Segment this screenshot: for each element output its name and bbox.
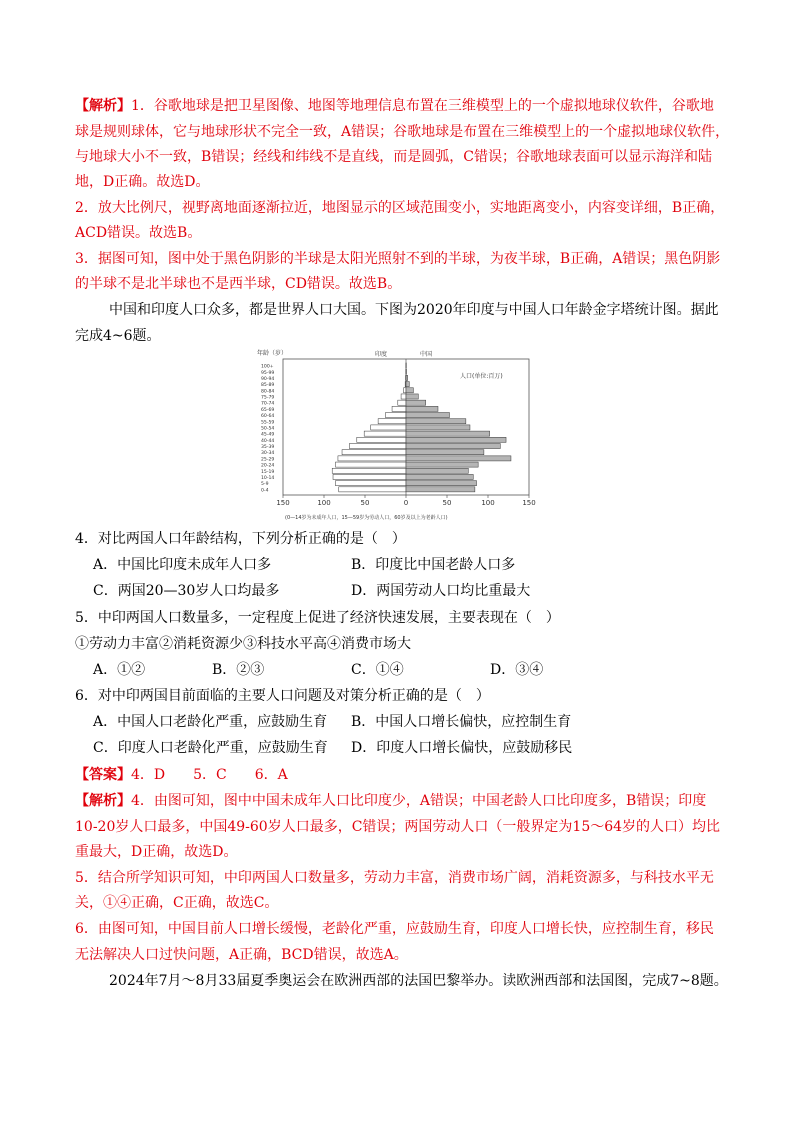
bar-china-30-34 bbox=[406, 450, 484, 455]
bar-china-10-14 bbox=[406, 474, 473, 479]
analysis-5-line-1: 5．结合所学知识可知，中印两国人口数量多，劳动力丰富，消费市场广阔，消耗资源多，与科技水平无 bbox=[75, 870, 714, 886]
age-label-85-89: 85-89 bbox=[261, 383, 275, 389]
legend-china: 中国 bbox=[420, 351, 433, 358]
bar-india-0-4 bbox=[339, 487, 406, 492]
bar-india-80-84 bbox=[404, 388, 406, 393]
age-label-35-39: 35-39 bbox=[261, 445, 275, 451]
bar-india-5-9 bbox=[335, 481, 406, 486]
bar-india-45-49 bbox=[364, 431, 406, 436]
population-pyramid-figure bbox=[255, 345, 547, 525]
intro-7-8: 2024年7月～8月33届夏季奥运会在欧洲西部的法国巴黎举办。读欧洲西部和法国图，完成7~8题。 bbox=[109, 973, 728, 989]
bar-india-35-39 bbox=[349, 443, 406, 448]
analysis-4-line-1 bbox=[75, 791, 706, 811]
bar-india-65-69 bbox=[392, 406, 406, 411]
analysis-2-line-1: 2．放大比例尺，视野离地面逐渐拉近，地图显示的区域范围变小，实地距离变小，内容变详细，B正确， bbox=[75, 200, 725, 216]
answer-text: 4．D 5．C 6．A bbox=[131, 767, 288, 783]
question-6-option-b[interactable]: B．中国人口增长偏快，应控制生育 bbox=[351, 714, 572, 730]
intro-4-6-line-2: 完成4~6题。 bbox=[75, 328, 161, 344]
bar-india-70-74 bbox=[398, 400, 406, 405]
bar-china-70-74 bbox=[406, 400, 426, 405]
analysis-text: 4．由图可知，图中中国未成年人口比印度少，A错误；中国老龄人口比印度多，B错误；印度 bbox=[131, 793, 707, 809]
question-4-option-b[interactable]: B．印度比中国老龄人口多 bbox=[351, 557, 516, 573]
x-tick-label: 100 bbox=[481, 499, 495, 507]
x-tick-label: 150 bbox=[522, 499, 536, 507]
y-axis-label: 年龄（岁） bbox=[257, 350, 288, 357]
bar-india-55-59 bbox=[378, 419, 406, 424]
question-4-option-c[interactable]: C．两国20—30岁人口均最多 bbox=[93, 583, 280, 599]
bar-china-15-19 bbox=[406, 468, 468, 473]
analysis-1-line-1 bbox=[75, 96, 714, 116]
age-label-15-19: 15-19 bbox=[261, 469, 275, 475]
bar-china-90-94 bbox=[406, 375, 408, 380]
bar-india-50-54 bbox=[371, 425, 406, 430]
question-4-option-d[interactable]: D．两国劳动人口均比重最大 bbox=[351, 583, 531, 599]
bar-china-50-54 bbox=[406, 425, 470, 430]
question-4-stem: 4．对比两国人口年龄结构，下列分析正确的是（ ） bbox=[75, 531, 406, 547]
bar-india-15-19 bbox=[332, 468, 406, 473]
question-6-stem: 6．对中印两国目前面临的主要人口问题及对策分析正确的是（ ） bbox=[75, 688, 490, 704]
analysis-3-line-2: 的半球不是北半球也不是西半球，CD错误。故选B。 bbox=[75, 276, 402, 292]
bar-china-0-4 bbox=[406, 487, 475, 492]
population-pyramid-chart bbox=[255, 345, 547, 525]
question-5-option-a[interactable]: A．①② bbox=[93, 662, 146, 678]
age-label-25-29: 25-29 bbox=[261, 457, 275, 463]
bar-china-55-59 bbox=[406, 419, 466, 424]
intro-4-6-line-1: 中国和印度人口众多，都是世界人口大国。下图为2020年印度与中国人口年龄金字塔统计图。据此 bbox=[109, 302, 719, 318]
question-5-option-c[interactable]: C．①④ bbox=[351, 662, 404, 678]
bar-china-40-44 bbox=[406, 437, 506, 442]
age-label-30-34: 30-34 bbox=[261, 451, 275, 457]
bar-china-60-64 bbox=[406, 413, 449, 418]
bar-china-85-89 bbox=[406, 382, 409, 387]
question-6-option-d[interactable]: D．印度人口增长偏快，应鼓励移民 bbox=[351, 740, 573, 756]
bar-india-25-29 bbox=[338, 456, 406, 461]
bar-china-45-49 bbox=[406, 431, 490, 436]
bar-china-75-79 bbox=[406, 394, 418, 399]
bar-china-80-84 bbox=[406, 388, 413, 393]
analysis-1-line-4: 地，D正确。故选D。 bbox=[75, 174, 210, 190]
age-label-65-69: 65-69 bbox=[261, 407, 275, 413]
x-tick-label: 0 bbox=[403, 499, 409, 507]
bar-india-60-64 bbox=[386, 413, 407, 418]
bar-china-25-29 bbox=[406, 456, 511, 461]
question-5-items: ①劳动力丰富②消耗资源少③科技水平高④消费市场大 bbox=[75, 636, 411, 652]
age-label-10-14: 10-14 bbox=[261, 476, 275, 482]
age-label-5-9: 5-9 bbox=[261, 482, 269, 488]
bar-india-10-14 bbox=[333, 474, 406, 479]
age-label-40-44: 40-44 bbox=[261, 438, 275, 444]
analysis-text: 1．谷歌地球是把卫星图像、地图等地理信息布置在三维模型上的一个虚拟地球仪软件，谷歌地 bbox=[131, 98, 714, 114]
age-label-45-49: 45-49 bbox=[261, 432, 275, 438]
bar-china-35-39 bbox=[406, 443, 500, 448]
unit-note: 人口(单位:百万) bbox=[460, 373, 503, 380]
question-4-option-a[interactable]: A．中国比印度未成年人口多 bbox=[93, 557, 272, 573]
x-tick-label: 100 bbox=[317, 499, 331, 507]
bar-india-20-24 bbox=[335, 462, 406, 467]
bar-china-5-9 bbox=[406, 481, 477, 486]
analysis-1-line-2: 球是规则球体，它与地球形状不完全一致，A错误；谷歌地球是布置在三维模型上的一个虚拟地球仪软件， bbox=[75, 124, 730, 140]
bar-china-20-24 bbox=[406, 462, 478, 467]
age-label-70-74: 70-74 bbox=[261, 401, 275, 407]
question-6-option-a[interactable]: A．中国人口老龄化严重，应鼓励生育 bbox=[93, 714, 328, 730]
age-label-80-84: 80-84 bbox=[261, 389, 275, 395]
analysis-1-line-3: 与地球大小不一致，B错误；经线和纬线不是直线，而是圆弧，C错误；谷歌地球表面可以显示海洋和陆 bbox=[75, 149, 712, 165]
analysis-6-line-2: 无法解决人口过快问题，A正确，BCD错误，故选A。 bbox=[75, 947, 408, 963]
bar-india-75-79 bbox=[401, 394, 406, 399]
analysis-2-line-2: ACD错误。故选B。 bbox=[75, 225, 202, 241]
answer-4-6 bbox=[75, 765, 288, 785]
age-label-50-54: 50-54 bbox=[261, 426, 275, 432]
bar-india-30-34 bbox=[342, 450, 406, 455]
bar-china-65-69 bbox=[406, 406, 438, 411]
age-label-100+: 100+ bbox=[261, 364, 274, 370]
question-5-stem: 5．中印两国人口数量多，一定程度上促进了经济快速发展，主要表现在（ ） bbox=[75, 610, 560, 626]
age-label-75-79: 75-79 bbox=[261, 395, 275, 401]
analysis-3-line-1: 3．据图可知，图中处于黑色阴影的半球是太阳光照射不到的半球，为夜半球，B正确，A错误；黑色阴影 bbox=[75, 251, 721, 267]
analysis-5-line-2: 关，①④正确，C正确，故选C。 bbox=[75, 895, 279, 911]
analysis-label: 【解析】 bbox=[75, 793, 131, 809]
x-tick-label: 150 bbox=[276, 499, 290, 507]
analysis-6-line-1: 6．由图可知，中国目前人口增长缓慢，老龄化严重，应鼓励生育，印度人口增长快，应控制生育，移民 bbox=[75, 921, 714, 937]
question-6-option-c[interactable]: C．印度人口老龄化严重，应鼓励生育 bbox=[93, 740, 328, 756]
age-label-95-99: 95-99 bbox=[261, 370, 275, 376]
question-5-option-d[interactable]: D．③④ bbox=[490, 662, 544, 678]
age-label-60-64: 60-64 bbox=[261, 414, 275, 420]
age-label-55-59: 55-59 bbox=[261, 420, 275, 426]
age-label-0-4: 0-4 bbox=[261, 488, 269, 494]
analysis-4-line-2: 10-20岁人口最多，中国49-60岁人口最多，C错误；两国劳动人口（一般界定为15～64岁的人口）均比 bbox=[75, 819, 721, 835]
analysis-4-line-3: 重最大，D正确，故选D。 bbox=[75, 844, 238, 860]
answer-label: 【答案】 bbox=[75, 767, 131, 783]
chart-footnote: (0—14岁为未成年人口，15—59岁为劳动人口，60岁及以上为老龄人口) bbox=[285, 515, 448, 521]
analysis-label: 【解析】 bbox=[75, 98, 131, 114]
age-label-90-94: 90-94 bbox=[261, 376, 275, 382]
question-5-option-b[interactable]: B．②③ bbox=[212, 662, 265, 678]
age-label-20-24: 20-24 bbox=[261, 463, 275, 469]
legend-india: 印度 bbox=[375, 351, 388, 358]
bar-india-40-44 bbox=[357, 437, 406, 442]
x-tick-label: 50 bbox=[442, 499, 452, 507]
x-tick-label: 50 bbox=[360, 499, 370, 507]
